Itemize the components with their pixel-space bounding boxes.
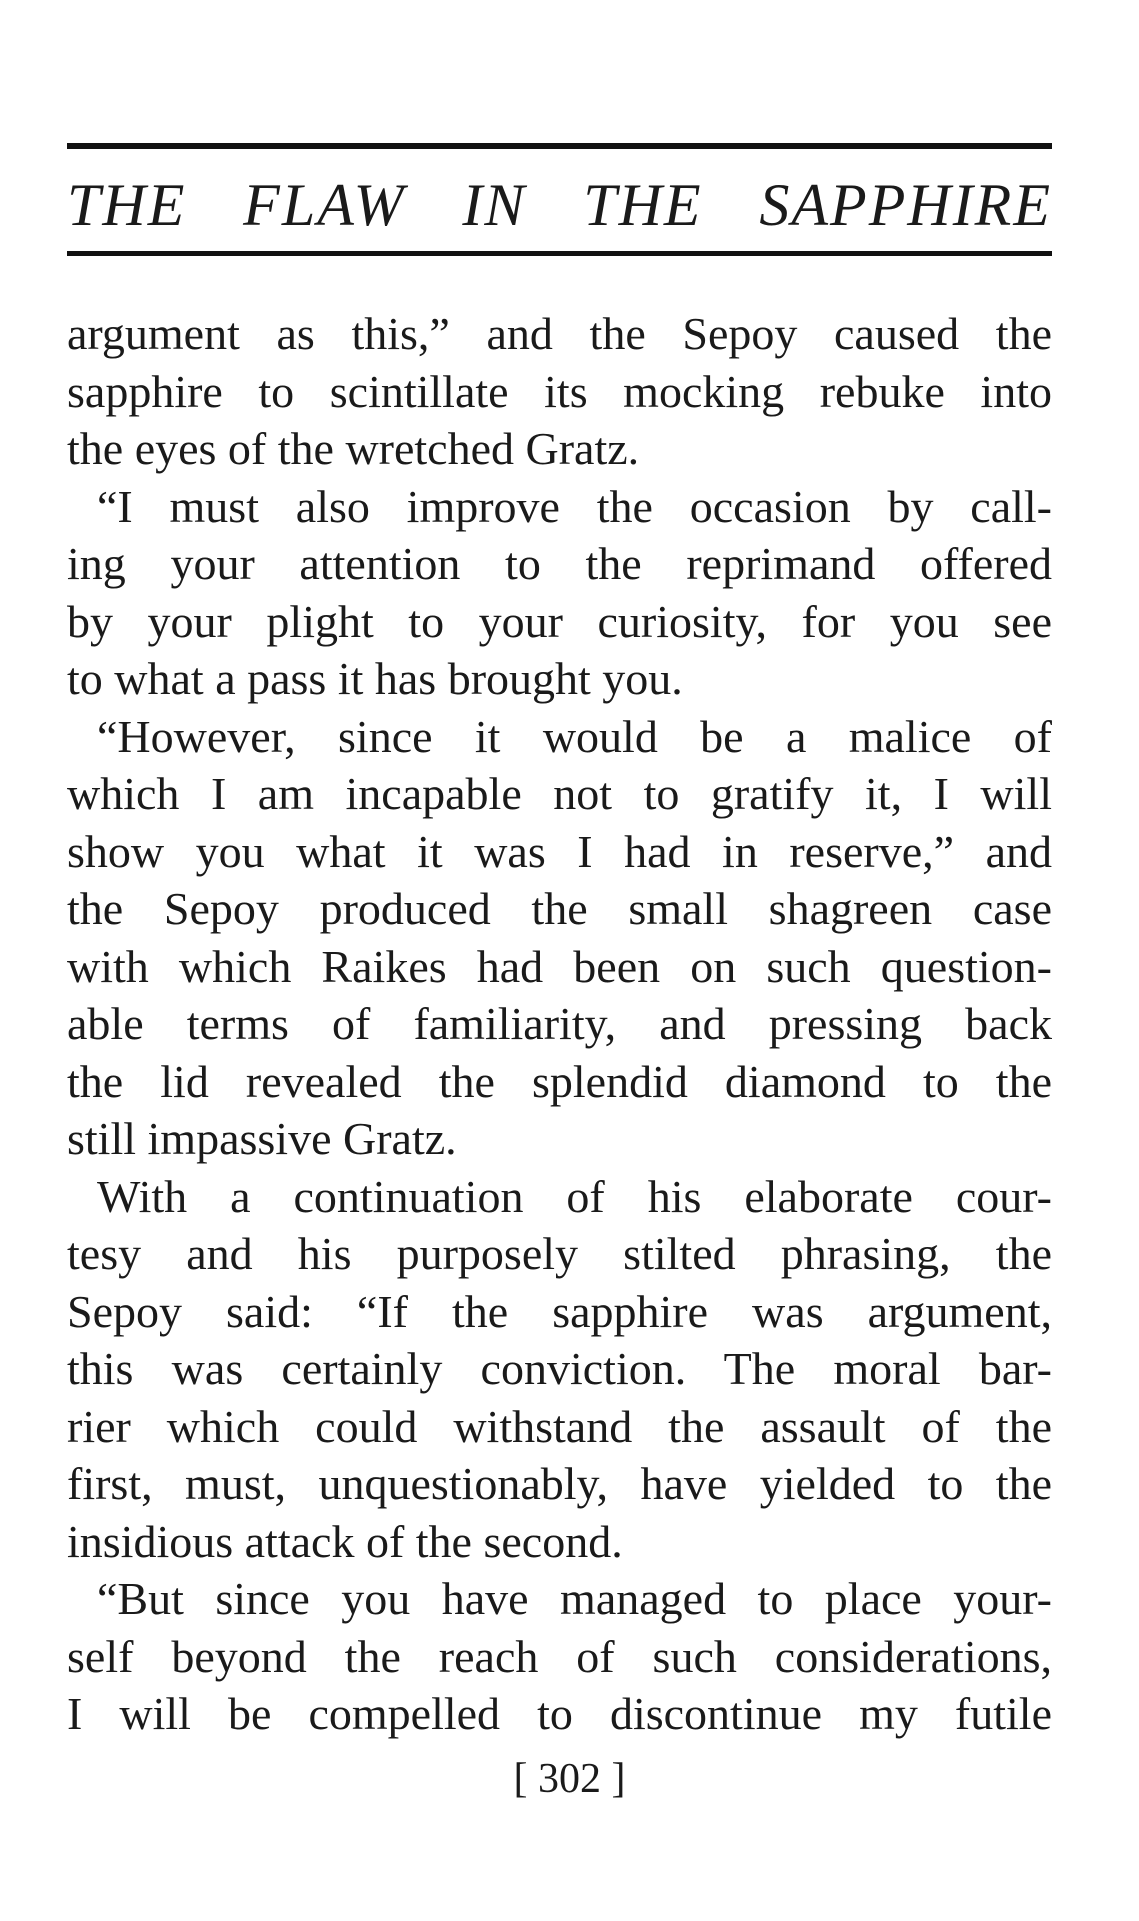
text-line: by your plight to your curiosity, for you see (67, 595, 1052, 647)
running-head-word: THE (583, 172, 703, 238)
body-text (67, 305, 1052, 1743)
text-line: “However, since it would be a malice of (97, 710, 1052, 762)
text-line: “I must also improve the occasion by call- (97, 480, 1052, 532)
text-line: first, must, unquestionably, have yielded to the (67, 1458, 1052, 1509)
text-line: ing your attention to the reprimand offered (67, 538, 1052, 589)
text-line: able terms of familiarity, and pressing back (67, 998, 1052, 1049)
text-line: self beyond the reach of such considerations, (67, 1630, 1052, 1682)
text-line: insidious attack of the second. (67, 1515, 623, 1567)
text-line: Sepoy said: “If the sapphire was argument, (67, 1285, 1052, 1337)
header-rule-top (67, 143, 1052, 149)
header-rule-bottom (67, 251, 1052, 256)
text-line: I will be compelled to discontinue my futile (67, 1688, 1052, 1739)
page-number: [ 302 ] (513, 1756, 626, 1802)
running-head-word: SAPPHIRE (759, 172, 1052, 238)
text-line: With a continuation of his elaborate cour- (97, 1170, 1052, 1222)
text-line: still impassive Gratz. (67, 1113, 457, 1164)
text-line: rier which could withstand the assault of the (67, 1400, 1052, 1452)
running-head-word: IN (462, 172, 527, 238)
running-head (67, 170, 1052, 240)
text-line: argument as this,” and the Sepoy caused the (67, 308, 1052, 359)
text-line: to what a pass it has brought you. (67, 653, 683, 704)
text-line: the eyes of the wretched Gratz. (67, 423, 640, 474)
text-line: with which Raikes had been on such question- (67, 940, 1052, 992)
text-line: show you what it was I had in reserve,” and (67, 825, 1052, 877)
text-line: which I am incapable not to gratify it, I will (67, 768, 1052, 819)
text-line: “But since you have managed to place your- (97, 1573, 1052, 1624)
running-head-word: FLAW (243, 172, 406, 238)
running-head-word: THE (67, 172, 187, 238)
text-line: the lid revealed the splendid diamond to the (67, 1055, 1052, 1107)
text-line: this was certainly conviction. The moral bar- (67, 1343, 1052, 1394)
text-line: sapphire to scintillate its mocking rebuke into (67, 365, 1052, 417)
text-line: tesy and his purposely stilted phrasing, the (67, 1228, 1052, 1279)
text-line: the Sepoy produced the small shagreen case (67, 883, 1052, 934)
